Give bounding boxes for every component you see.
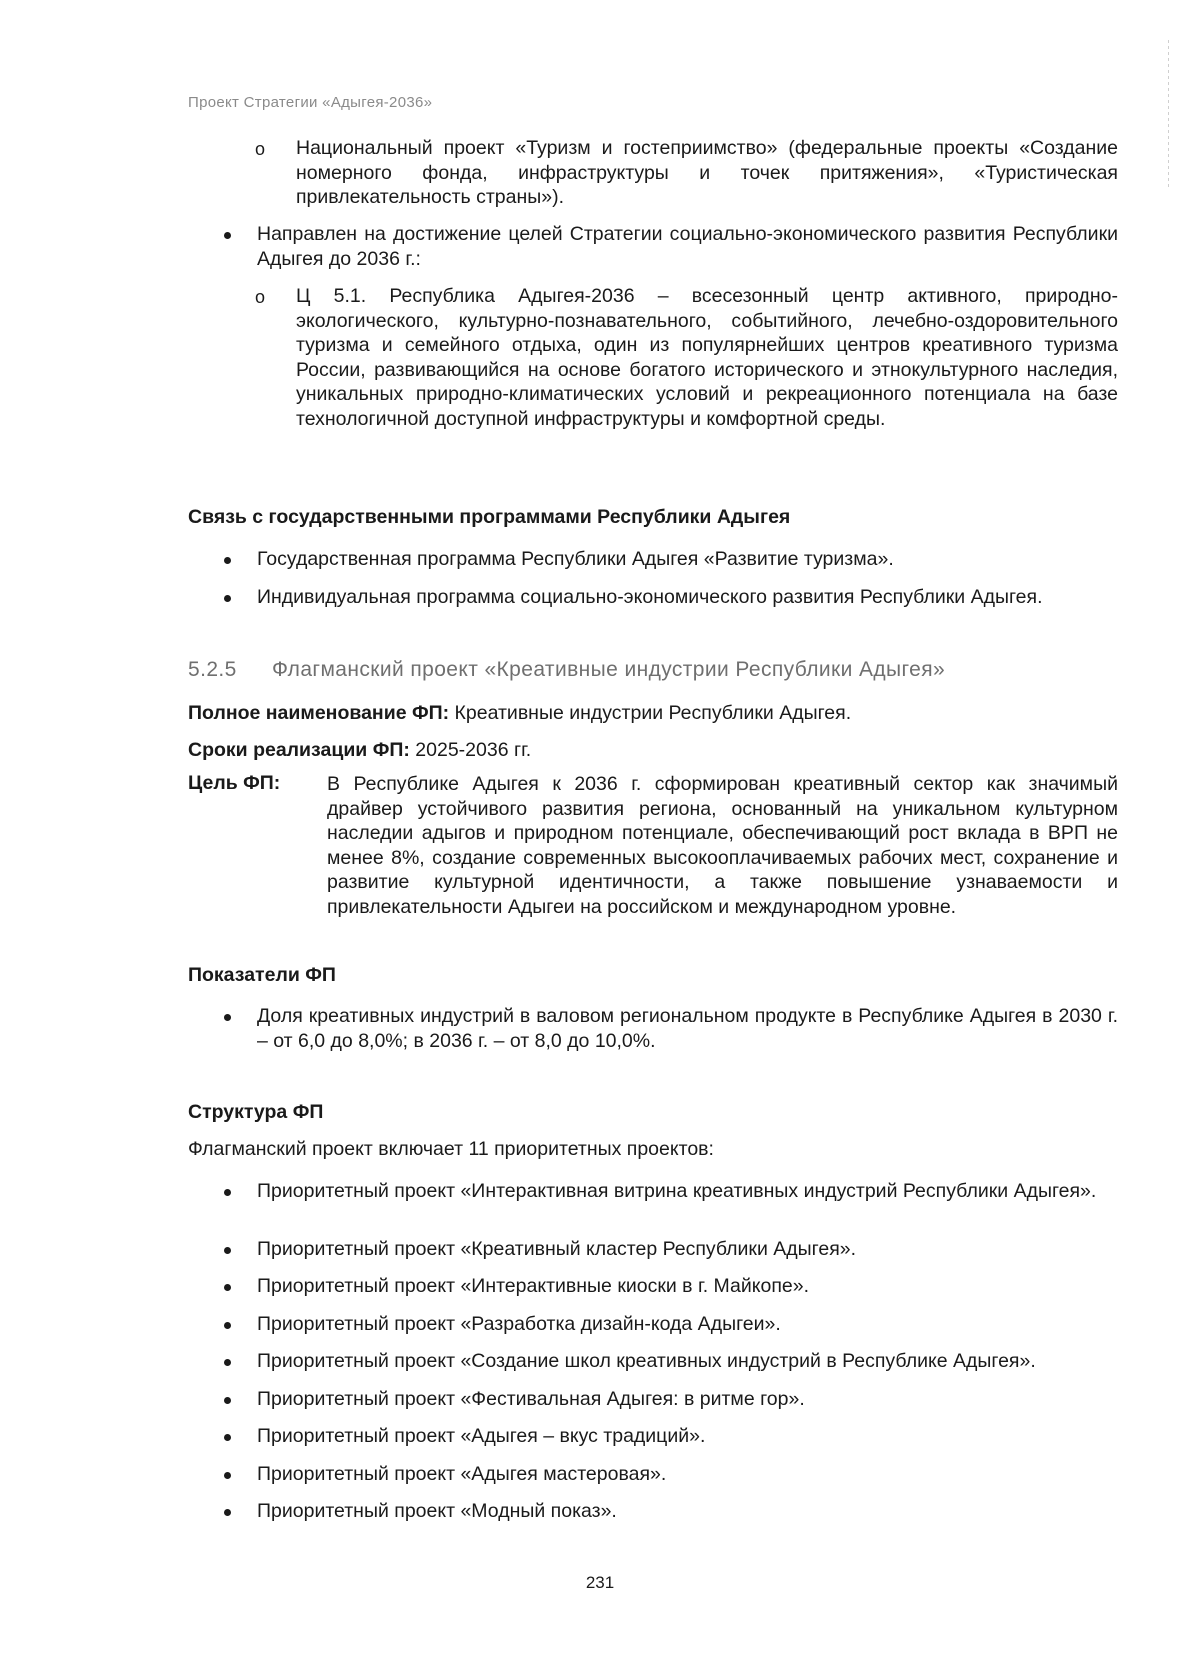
goal-text: В Республике Адыгея к 2036 г. сформирован креативный сектор как значимый драйвер устойчивого развития региона, основанный на уникальном культурном наследии адыгов и природном потенциале, обеспечивающий рост вклада в ВРП не менее 8%, создание современных высокооплачиваемых рабочих мест, сохранение и развитие культурной идентичности, а также повышение узнаваемости и привлекательности Адыгеи на российском и международном уровне. — [327, 773, 1118, 918]
hollow-bullet-icon: o — [255, 287, 266, 307]
bullet-icon — [224, 595, 231, 602]
bullet-icon — [224, 1397, 231, 1404]
list-item: Государственная программа Республики Адыгея «Развитие туризма». — [257, 548, 894, 570]
hollow-bullet-icon: o — [255, 139, 266, 159]
bullet-icon — [224, 1284, 231, 1291]
section-title: Флагманский проект «Креативные индустрии Республики Адыгея» — [272, 658, 946, 681]
structure-intro: Флагманский проект включает 11 приоритетных проектов: — [188, 1138, 714, 1160]
running-header: Проект Стратегии «Адыгея-2036» — [188, 94, 433, 111]
structure-heading: Структура ФП — [188, 1101, 324, 1123]
list-item: Индивидуальная программа социально-экономического развития Республики Адыгея. — [257, 586, 1043, 608]
bullet-icon — [224, 1189, 231, 1196]
list-item: Приоритетный проект «Фестивальная Адыгея: в ритме гор». — [257, 1388, 805, 1410]
list-item: Приоритетный проект «Модный показ». — [257, 1500, 617, 1522]
bullet-icon — [224, 1434, 231, 1441]
bullet-icon — [224, 1322, 231, 1329]
bullet-icon — [224, 1509, 231, 1516]
goal-label: Цель ФП: — [188, 772, 281, 794]
bullet-icon — [224, 1472, 231, 1479]
list-item: Приоритетный проект «Разработка дизайн-кода Адыгеи». — [257, 1313, 781, 1335]
list-item: Приоритетный проект «Создание школ креативных индустрий в Республике Адыгея». — [257, 1350, 1036, 1372]
list-item: Направлен на достижение целей Стратегии социально-экономического развития Республики Адыгея до 2036 г.: — [257, 223, 1118, 270]
list-item: Ц 5.1. Республика Адыгея-2036 – всесезонный центр активного, природно-экологического, культурно-познавательного, событийного, лечебно-оздоровительного туризма и семейного отдыха, один из популярнейших центров креативного туризма России, развивающийся на основе богатого исторического и этнокультурного наследия, уникальных природно-климатических условий и рекреационного потенциала на базе технологичной доступной инфраструктуры и комфортной среды. — [296, 285, 1118, 430]
terms-label: Сроки реализации ФП: — [188, 739, 410, 761]
list-item: Национальный проект «Туризм и гостеприимство» (федеральные проекты «Создание номерного фонда, инфраструктуры и точек притяжения», «Туристическая привлекательность страны»). — [296, 137, 1118, 208]
list-item: Доля креативных индустрий в валовом региональном продукте в Республике Адыгея в 2030 г. – от 6,0 до 8,0%; в 2036 г. – от 8,0 до 10,0%. — [257, 1005, 1118, 1052]
bullet-icon — [224, 557, 231, 564]
full-name-value: Креативные индустрии Республики Адыгея. — [449, 702, 852, 724]
section-heading — [188, 658, 945, 682]
bullet-icon — [224, 232, 231, 239]
full-name-label: Полное наименование ФП: — [188, 702, 450, 724]
list-item: Приоритетный проект «Интерактивная витрина креативных индустрий Республики Адыгея». — [257, 1180, 1097, 1202]
full-name-line — [188, 701, 1118, 725]
list-item: Приоритетный проект «Адыгея мастеровая». — [257, 1463, 667, 1485]
terms-value: 2025-2036 гг. — [409, 739, 532, 761]
section-number: 5.2.5 — [188, 658, 237, 681]
list-item: Приоритетный проект «Интерактивные киоски в г. Майкопе». — [257, 1275, 809, 1297]
list-item: Приоритетный проект «Креативный кластер Республики Адыгея». — [257, 1238, 857, 1260]
bullet-icon — [224, 1247, 231, 1254]
scan-artifact-line — [1168, 40, 1169, 190]
state-programs-heading: Связь с государственными программами Республики Адыгея — [188, 506, 791, 528]
page-number: 231 — [585, 1573, 615, 1592]
terms-line — [188, 738, 1118, 762]
list-item: Приоритетный проект «Адыгея – вкус традиций». — [257, 1425, 706, 1447]
indicators-heading: Показатели ФП — [188, 964, 336, 986]
bullet-icon — [224, 1014, 231, 1021]
bullet-icon — [224, 1359, 231, 1366]
